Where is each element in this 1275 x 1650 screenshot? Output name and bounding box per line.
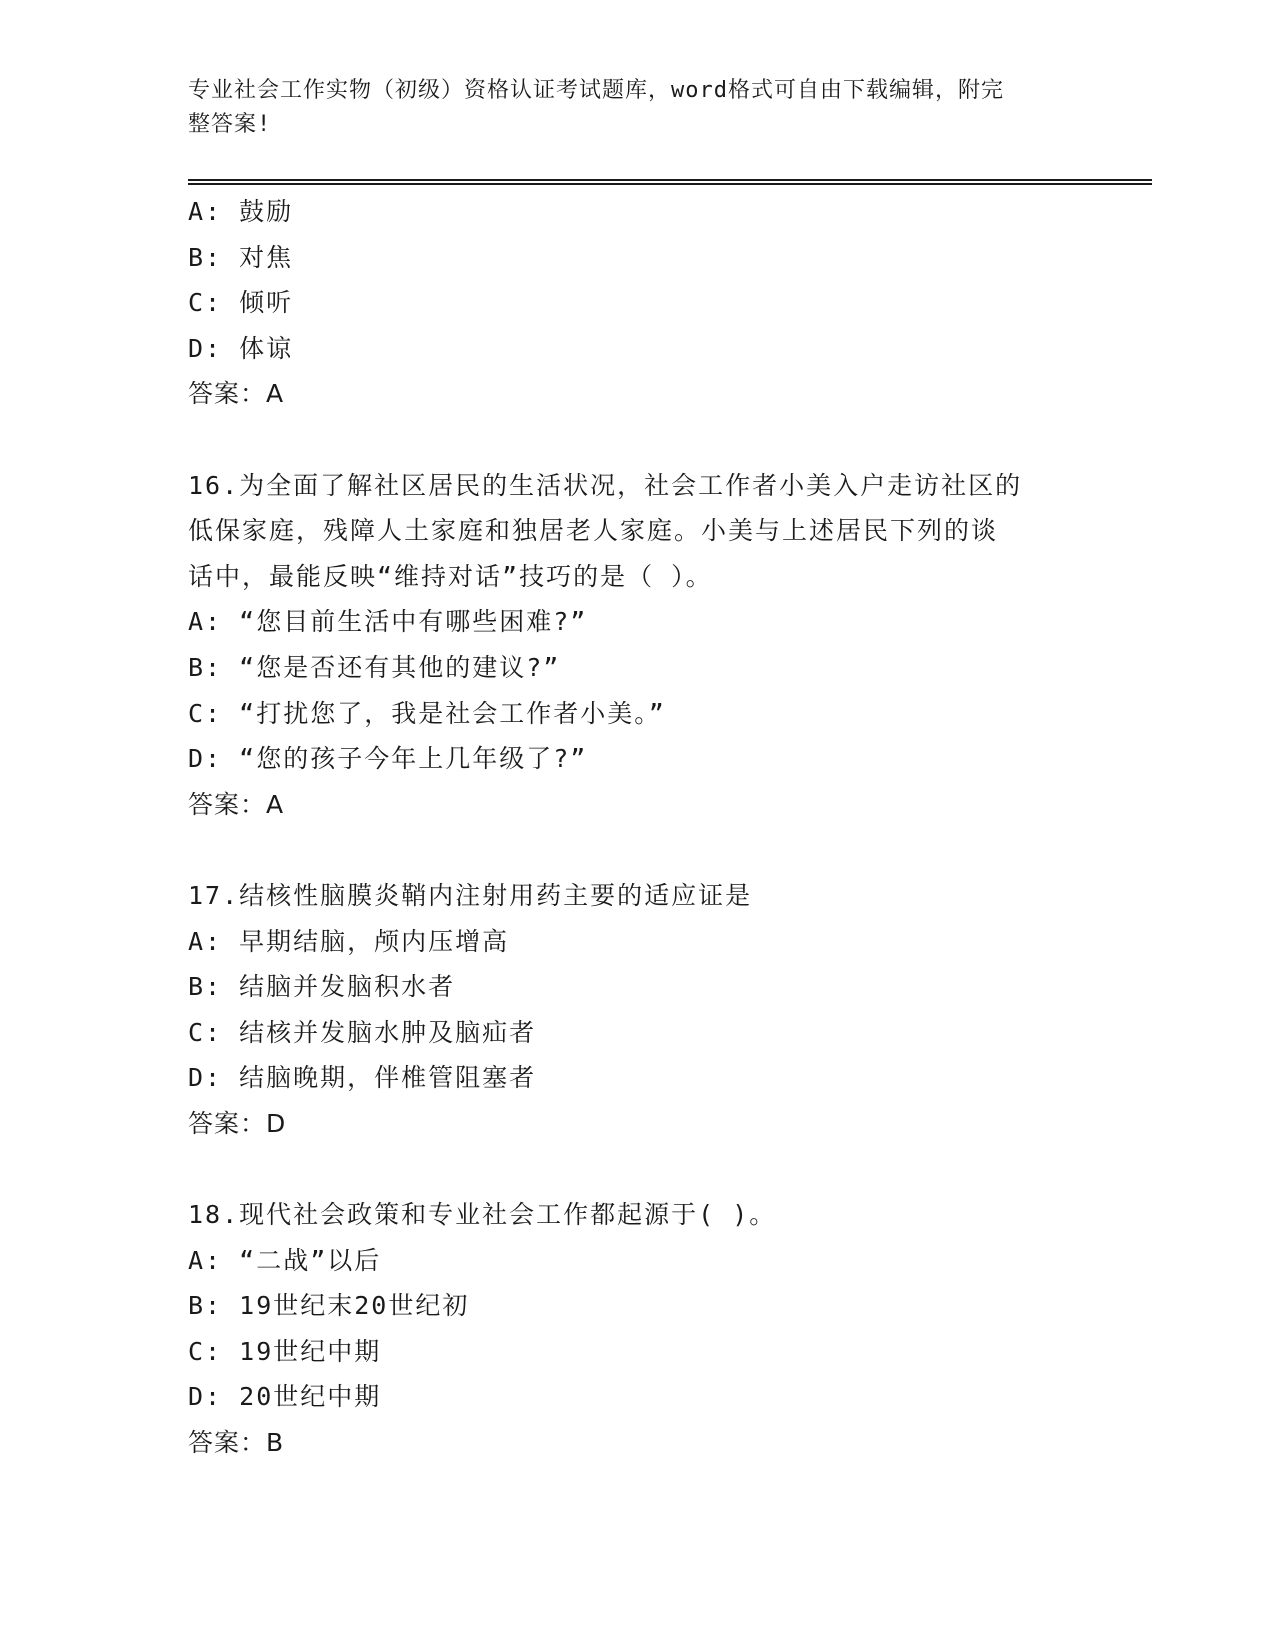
- option-b: B: “您是否还有其他的建议?”: [188, 652, 561, 682]
- spacer: [188, 1146, 1148, 1192]
- option-c: C: “打扰您了，我是社会工作者小美。”: [188, 698, 666, 728]
- header-line-1: 专业社会工作实物（初级）资格认证考试题库，word格式可自由下载编辑，附完: [188, 78, 1004, 103]
- option-c: C: 结核并发脑水肿及脑疝者: [188, 1017, 537, 1047]
- document-header: [188, 74, 1068, 142]
- question-15: [188, 189, 1148, 417]
- question-16: [188, 463, 1148, 828]
- option-b: B: 结脑并发脑积水者: [188, 972, 456, 1002]
- option-d: D: 体谅: [188, 333, 294, 363]
- spacer: [188, 417, 1148, 463]
- answer-line: 答案：D: [188, 1108, 287, 1138]
- question-stem-line: 17.结核性脑膜炎鞘内注射用药主要的适应证是: [188, 880, 753, 910]
- option-d: D: 结脑晚期，伴椎管阻塞者: [188, 1063, 537, 1093]
- header-line-2: 整答案!: [188, 112, 272, 137]
- option-b: B: 对焦: [188, 242, 294, 272]
- option-a: A: 鼓励: [188, 197, 294, 226]
- question-17: [188, 873, 1148, 1147]
- spacer: [188, 827, 1148, 873]
- option-c: C: 19世纪中期: [188, 1336, 382, 1366]
- question-18: [188, 1192, 1148, 1466]
- question-stem-line: 16.为全面了解社区居民的生活状况，社会工作者小美入户走访社区的: [188, 470, 1023, 500]
- question-stem-line: 18.现代社会政策和专业社会工作都起源于( )。: [188, 1200, 777, 1230]
- answer-line: 答案：A: [188, 789, 285, 819]
- question-stem-line: 话中，最能反映“维持对话”技巧的是（ ）。: [188, 561, 713, 591]
- option-d: D: 20世纪中期: [188, 1382, 382, 1412]
- question-content: [188, 189, 1148, 1466]
- option-a: A: 早期结脑，颅内压增高: [188, 926, 510, 956]
- option-d: D: “您的孩子今年上几年级了?”: [188, 744, 588, 774]
- option-b: B: 19世纪末20世纪初: [188, 1291, 470, 1321]
- header-rule-bottom: [188, 183, 1152, 185]
- option-a: A: “您目前生活中有哪些困难?”: [188, 607, 588, 637]
- header-rule-top: [188, 179, 1152, 181]
- answer-line: 答案：B: [188, 1428, 285, 1458]
- option-c: C: 倾听: [188, 288, 294, 318]
- option-a: A: “二战”以后: [188, 1245, 382, 1275]
- answer-line: 答案：A: [188, 379, 285, 409]
- question-stem-line: 低保家庭，残障人土家庭和独居老人家庭。小美与上述居民下列的谈: [188, 516, 999, 546]
